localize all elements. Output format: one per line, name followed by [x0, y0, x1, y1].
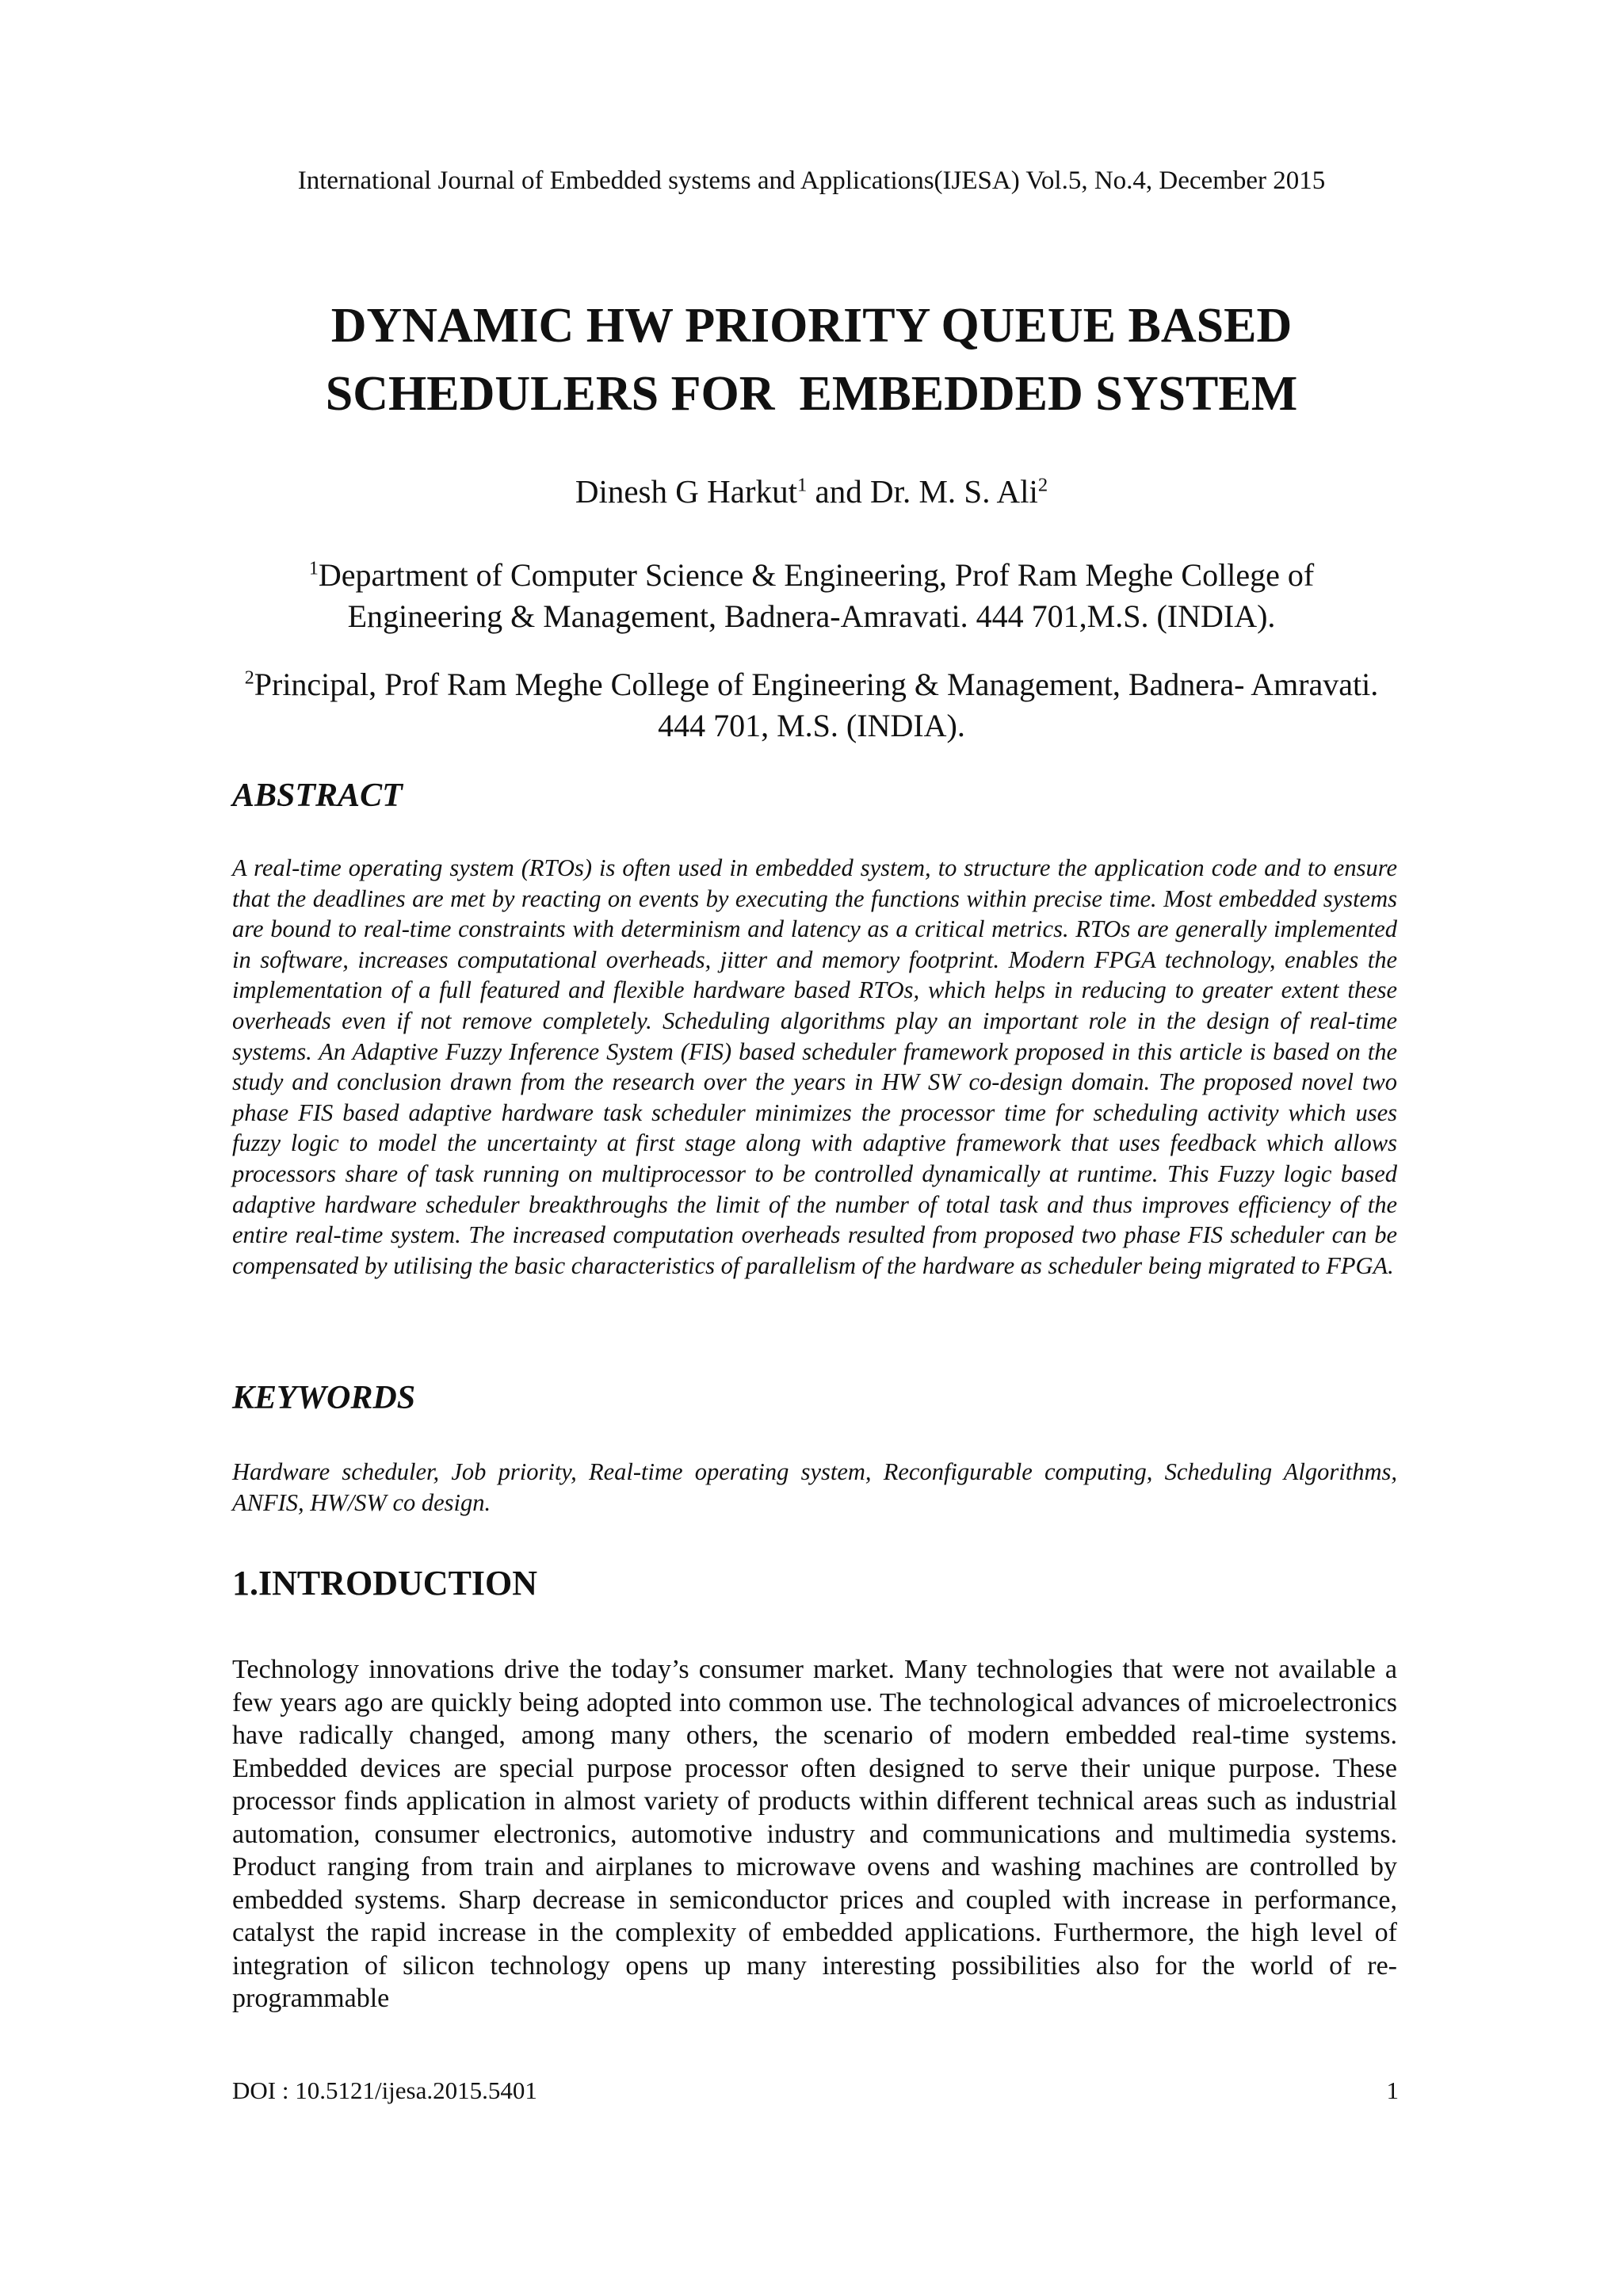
author-2-name: and Dr. M. S. Ali	[807, 473, 1038, 510]
title-line-2: SCHEDULERS FOR EMBEDDED SYSTEM	[325, 367, 1298, 421]
author-2-affil-marker: 2	[1037, 474, 1048, 496]
affiliation-1-marker: 1	[308, 558, 319, 579]
affiliation-1-line-1: Department of Computer Science & Engineering, Prof Ram Meghe College of	[318, 557, 1315, 593]
introduction-text: Technology innovations drive the today’s consumer market. Many technologies that were not available a few years ago are quickly being adopted into common use. The technological advances of microelectronics have radically changed, among many others, the scenario of modern embedded real-time systems. Embedded devices are special purpose processor often designed to serve their unique purpose. These processor finds application in almost variety of products within different technical areas such as industrial automation, consumer electronics, automotive industry and communications and multimedia systems. Product ranging from train and airplanes to microwave ovens and washing machines are controlled by embedded systems. Sharp decrease in semiconductor prices and coupled with increase in performance, catalyst the rapid increase in the complexity of embedded applications. Furthermore, the high level of integration of silicon technology opens up many interesting possibilities also for the world of re-programmable	[232, 1655, 1397, 2013]
page-number: 1	[1386, 2076, 1399, 2104]
paper-title	[0, 292, 1623, 428]
affiliation-1	[0, 555, 1623, 637]
author-list	[0, 472, 1623, 510]
author-1-name: Dinesh G Harkut	[575, 473, 797, 510]
keywords-text: Hardware scheduler, Job priority, Real-time operating system, Reconfigurable computing, Scheduling Algorithms, ANFIS, HW/SW co design.	[232, 1458, 1397, 1516]
introduction-heading: 1.INTRODUCTION	[232, 1564, 538, 1603]
affiliation-2-line-2: 444 701, M.S. (INDIA).	[658, 708, 965, 743]
title-line-1: DYNAMIC HW PRIORITY QUEUE BASED	[330, 299, 1293, 353]
affiliation-1-line-2: Engineering & Management, Badnera-Amravati. 444 701,M.S. (INDIA).	[347, 598, 1276, 634]
journal-header: International Journal of Embedded systems and Applications(IJESA) Vol.5, No.4, December 2015	[297, 166, 1326, 195]
abstract-heading: ABSTRACT	[232, 777, 403, 814]
keywords-heading: KEYWORDS	[232, 1380, 416, 1416]
author-1-affil-marker: 1	[796, 474, 808, 496]
affiliation-2	[0, 664, 1623, 747]
footer-doi: DOI : 10.5121/ijesa.2015.5401	[232, 2076, 537, 2104]
abstract-text: A real-time operating system (RTOs) is often used in embedded system, to structure the application code and to ensure that the deadlines are met by reacting on events by executing the functions within precise time. Most embedded systems are bound to real-time constraints with determinism and latency as a critical metrics. RTOs are generally implemented in software, increases computational overheads, jitter and memory footprint. Modern FPGA technology, enables the implementation of a full featured and flexible hardware based RTOs, which helps in reducing to greater extent these overheads even if not remove completely. Scheduling algorithms play an important role in the design of real-time systems. An Adaptive Fuzzy Inference System (FIS) based scheduler framework proposed in this article is based on the study and conclusion drawn from the research over the years in HW SW co-design domain. The proposed novel two phase FIS based adaptive hardware task scheduler minimizes the processor time for scheduling activity which uses fuzzy logic to model the uncertainty at first stage along with adaptive framework that uses feedback which allows processors share of task running on multiprocessor to be controlled dynamically at runtime. This Fuzzy logic based adaptive hardware scheduler breakthroughs the limit of the number of total task and thus improves efficiency of the entire real-time system. The increased computation overheads resulted from proposed two phase FIS scheduler can be compensated by utilising the basic characteristics of parallelism of the hardware as scheduler being migrated to FPGA.	[232, 854, 1397, 1279]
affiliation-2-marker: 2	[244, 667, 254, 689]
affiliation-2-line-1: Principal, Prof Ram Meghe College of Engineering & Management, Badnera- Amravati.	[254, 667, 1379, 702]
